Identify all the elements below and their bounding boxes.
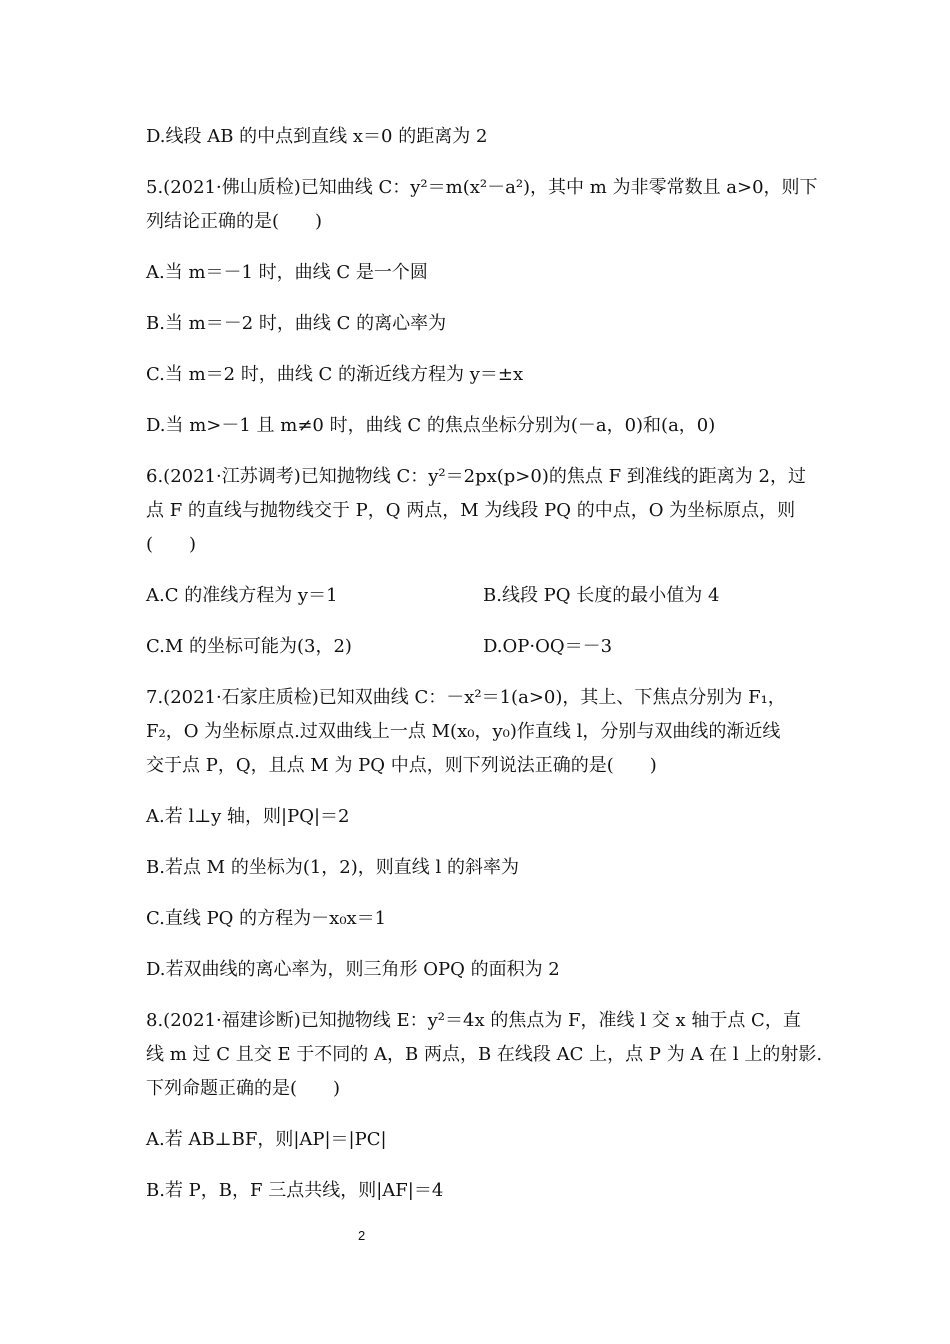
q6-stem-line1: 6.(2021·江苏调考)已知抛物线 C：y²＝2px(p>0)的焦点 F 到准线的距离为 2，过: [146, 466, 806, 487]
q5-stem-line2: 列结论正确的是( ): [146, 211, 323, 232]
page-number: 2: [358, 1228, 366, 1243]
q8-stem-line2: 线 m 过 C 且交 E 于不同的 A，B 两点，B 在线段 AC 上，点 P 为 A 在 l 上的射影.: [146, 1044, 823, 1065]
q7-option-d: D.若双曲线的离心率为，则三角形 OPQ 的面积为 2: [146, 959, 560, 980]
q7-stem-line3: 交于点 P，Q，且点 M 为 PQ 中点，则下列说法正确的是( ): [146, 755, 657, 776]
q7-option-c: C.直线 PQ 的方程为－x₀x＝1: [146, 908, 387, 929]
q7-option-b: B.若点 M 的坐标为(1，2)，则直线 l 的斜率为: [146, 857, 519, 878]
q6-option-d: D.OP·OQ＝－3: [483, 636, 613, 657]
q8-stem-line3: 下列命题正确的是( ): [146, 1078, 341, 1099]
q6-stem-line3: ( ): [146, 534, 197, 555]
q6-option-c: C.M 的坐标可能为(3，2): [146, 636, 352, 657]
q7-stem-line1: 7.(2021·石家庄质检)已知双曲线 C：－x²＝1(a>0)，其上、下焦点分别为 F₁，: [146, 687, 786, 708]
q8-stem-line1: 8.(2021·福建诊断)已知抛物线 E：y²＝4x 的焦点为 F，准线 l 交 x 轴于点 C，直: [146, 1010, 801, 1031]
q6-option-a: A.C 的准线方程为 y＝1: [146, 585, 338, 606]
q5-option-a: A.当 m＝－1 时，曲线 C 是一个圆: [146, 262, 428, 283]
q4-option-d: D.线段 AB 的中点到直线 x＝0 的距离为 2: [146, 126, 488, 147]
q8-option-b: B.若 P，B，F 三点共线，则|AF|＝4: [146, 1180, 444, 1201]
q8-option-a: A.若 AB⊥BF，则|AP|＝|PC|: [146, 1129, 387, 1150]
q6-stem-line2: 点 F 的直线与抛物线交于 P，Q 两点，M 为线段 PQ 的中点，O 为坐标原点，则: [146, 500, 796, 521]
q5-stem-line1: 5.(2021·佛山质检)已知曲线 C：y²＝m(x²－a²)，其中 m 为非零常数且 a>0，则下: [146, 177, 818, 198]
q5-option-c: C.当 m＝2 时，曲线 C 的渐近线方程为 y＝±x: [146, 364, 524, 385]
q6-option-b: B.线段 PQ 长度的最小值为 4: [483, 585, 720, 606]
q5-option-b: B.当 m＝－2 时，曲线 C 的离心率为: [146, 313, 447, 334]
q7-stem-line2: F₂，O 为坐标原点.过双曲线上一点 M(x₀，y₀)作直线 l，分别与双曲线的渐近线: [146, 721, 781, 742]
q7-option-a: A.若 l⊥y 轴，则|PQ|＝2: [146, 806, 350, 827]
q5-option-d: D.当 m>－1 且 m≠0 时，曲线 C 的焦点坐标分别为(－a，0)和(a，0): [146, 415, 716, 436]
